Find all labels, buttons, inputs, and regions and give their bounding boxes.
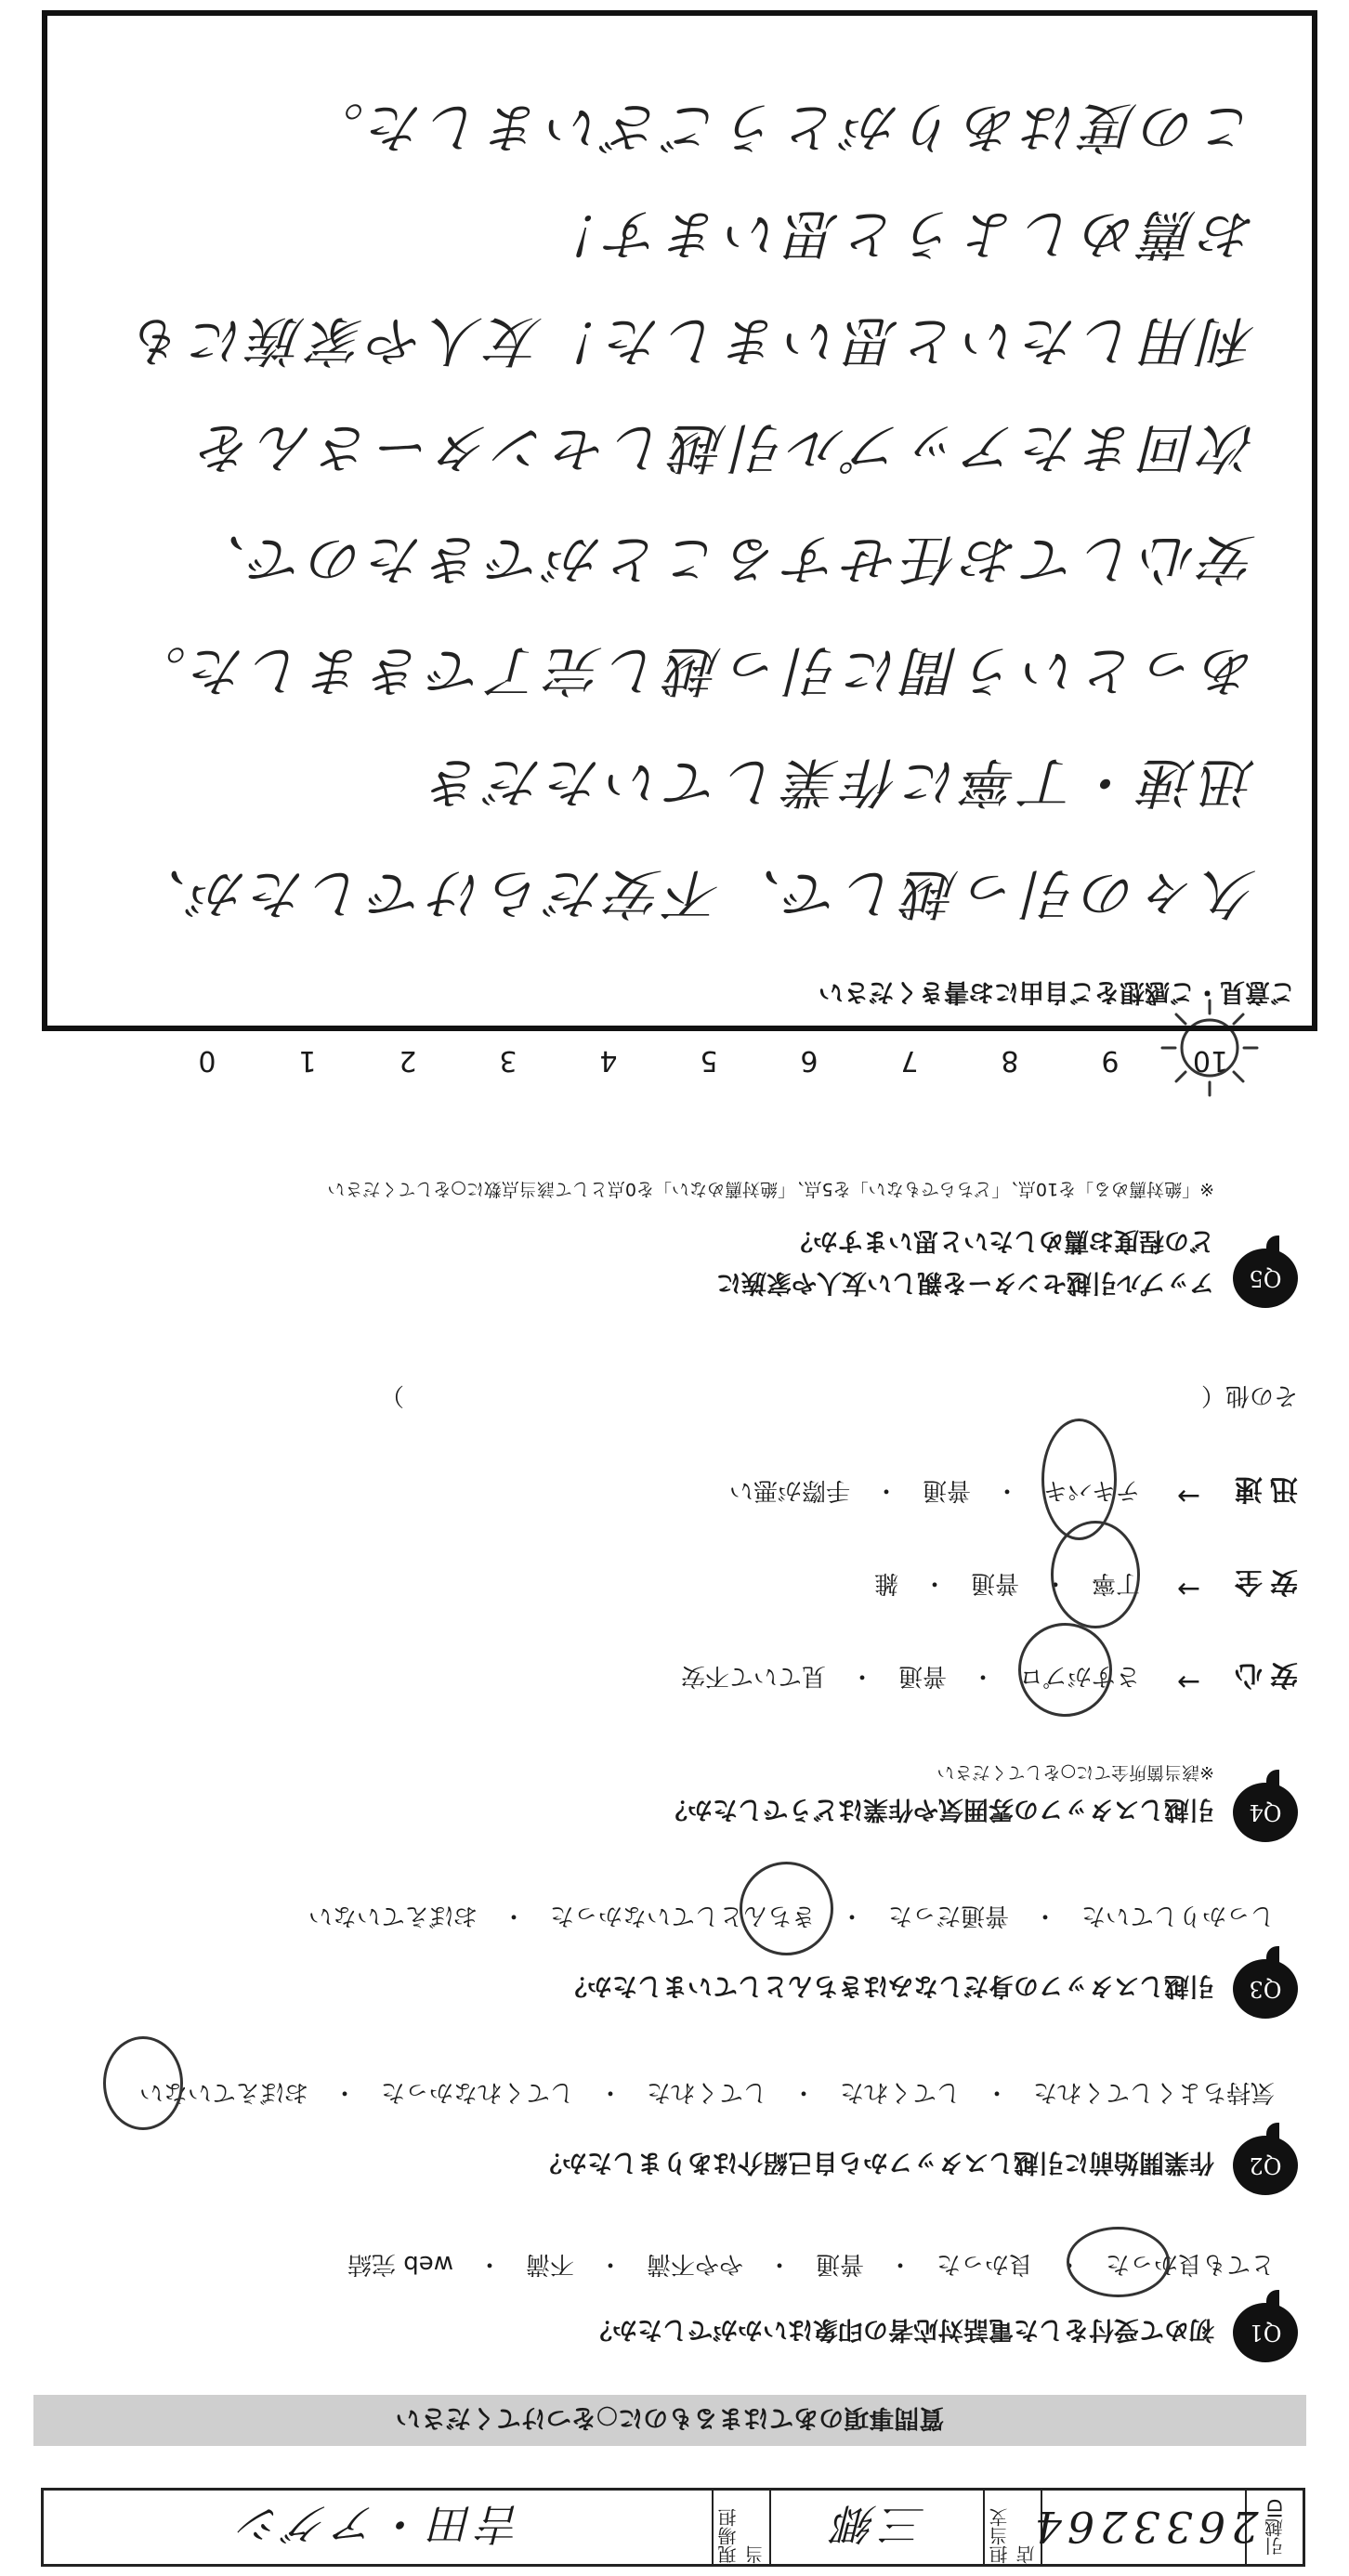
q2-badge: Q2 [1233, 2136, 1298, 2195]
comments-box [42, 10, 1317, 1031]
q4-note: ※該当箇所全てに○をしてください [936, 1762, 1214, 1783]
q4-anshin-selection-circle [1018, 1623, 1112, 1717]
q5-scale [157, 1044, 1261, 1077]
comment-line-3: あっという間に引っ越し完了できました。 [126, 639, 1256, 702]
q5-badge: Q5 [1233, 1249, 1298, 1308]
staff-label: 現場担当 [712, 2491, 769, 2564]
scale-0: 0 [198, 1044, 216, 1077]
q3-selection-circle [740, 1862, 833, 1955]
scale-4: 4 [599, 1044, 618, 1077]
q4-badge: Q4 [1233, 1783, 1298, 1842]
scale-10: 10 [1192, 1044, 1229, 1077]
q4-question: 引越しスタッフの雰囲気や作業はどうでしたか？ [662, 1795, 1214, 1824]
scale-6: 6 [800, 1044, 819, 1077]
q5-note: ※「絶対薦める」を10点、「どちらでもない」を5点、「絶対薦めない」を0点として該当点数に○をしてください [327, 1179, 1214, 1199]
branch-value: 三郷 [769, 2491, 983, 2564]
scale-7: 7 [900, 1044, 919, 1077]
q3-question: 引越しスタッフの身だしなみはきちんとしていましたか？ [562, 1971, 1214, 2000]
q4-row-anshin-options: さすがプロ ・ 普通 ・ 見ていて不安 [680, 1662, 1140, 1690]
scale-5: 5 [700, 1044, 718, 1077]
q1-badge: Q1 [1233, 2303, 1298, 2362]
scale-8: 8 [1001, 1044, 1019, 1077]
q2-selection-circle [103, 2036, 183, 2130]
branch-label: 担当支店 [983, 2491, 1041, 2564]
q4-jinsoku-selection-circle [1041, 1419, 1117, 1540]
q5-question-line1: アップル引越センターを親しい友人や家族に [716, 1268, 1214, 1297]
comment-line-6: 利用したいと思いました！友人や家族にも [125, 309, 1256, 373]
q2-question: 作業開始前に引越しスタッフから自己紹介はありましたか？ [537, 2148, 1214, 2177]
id-label: 引越ID [1245, 2491, 1303, 2564]
q4-row-anshin-label: 安心 [1227, 1658, 1298, 1691]
q4-row-jinsoku-arrow: → [1176, 1480, 1200, 1512]
q2-options: 気持ちよくしてくれた ・ してくれた ・ してくれた ・ してくれなかった ・ おぼえていない [138, 2078, 1275, 2106]
q5-question-line2: どの程度お薦めしたいと思いますか？ [788, 1226, 1214, 1255]
header-table [41, 2488, 1305, 2567]
comment-line-7: お薦めしようと思います！ [542, 203, 1256, 266]
q4-row-anzen-label: 安全 [1227, 1565, 1298, 1598]
q4-row-jinsoku-options: テキパキ ・ 普通 ・ 手際が悪い [728, 1476, 1140, 1504]
q4-row-anzen-options: 丁寧 ・ 普通 ・ 雑 [873, 1569, 1140, 1597]
instruction-banner: 質問事項のあてはまるものに○をつけてください [33, 2395, 1306, 2446]
comment-line-2: 迅速・丁寧に作業していただき [423, 751, 1256, 814]
scale-1: 1 [298, 1044, 317, 1077]
q4-row-anzen-arrow: → [1176, 1573, 1200, 1605]
id-value: 2633264 [1041, 2491, 1245, 2564]
q4-row-anshin-arrow: → [1176, 1666, 1200, 1698]
q3-badge: Q3 [1233, 1959, 1298, 2019]
staff-value: 吉田・アグシ [233, 2499, 522, 2550]
q3-options: しっかりしていた ・ 普通だった ・ きちんとしていなかった ・ おぼえていない [308, 1902, 1275, 1929]
scale-2: 2 [399, 1044, 417, 1077]
comment-line-1: 久々の引っ越しで、不安だらけでしたが、 [127, 862, 1256, 925]
q1-options: とても良かった ・ 良かった ・ 普通 ・ やや不満 ・ 不満 ・ web 完結 [347, 2250, 1275, 2278]
q4-other: その他（ ） [379, 1381, 1298, 1409]
q1-question: 初めて受付をした電話対応者の印象はいかがでしたか？ [587, 2315, 1214, 2344]
comment-line-8: この度はありがとうございました。 [304, 96, 1256, 159]
comment-line-5: 次回またアップル引越しセンターさんを [193, 416, 1256, 479]
q1-selection-circle [1067, 2227, 1170, 2297]
q4-row-jinsoku-label: 迅速 [1227, 1472, 1298, 1505]
scale-9: 9 [1101, 1044, 1120, 1077]
comment-line-4: 安心してお任せすることができたので、 [187, 528, 1256, 591]
comments-title: ご意見・ご感想をご自由にお書きください [819, 977, 1295, 1006]
scale-3: 3 [499, 1044, 517, 1077]
q4-anzen-selection-circle [1051, 1521, 1140, 1628]
